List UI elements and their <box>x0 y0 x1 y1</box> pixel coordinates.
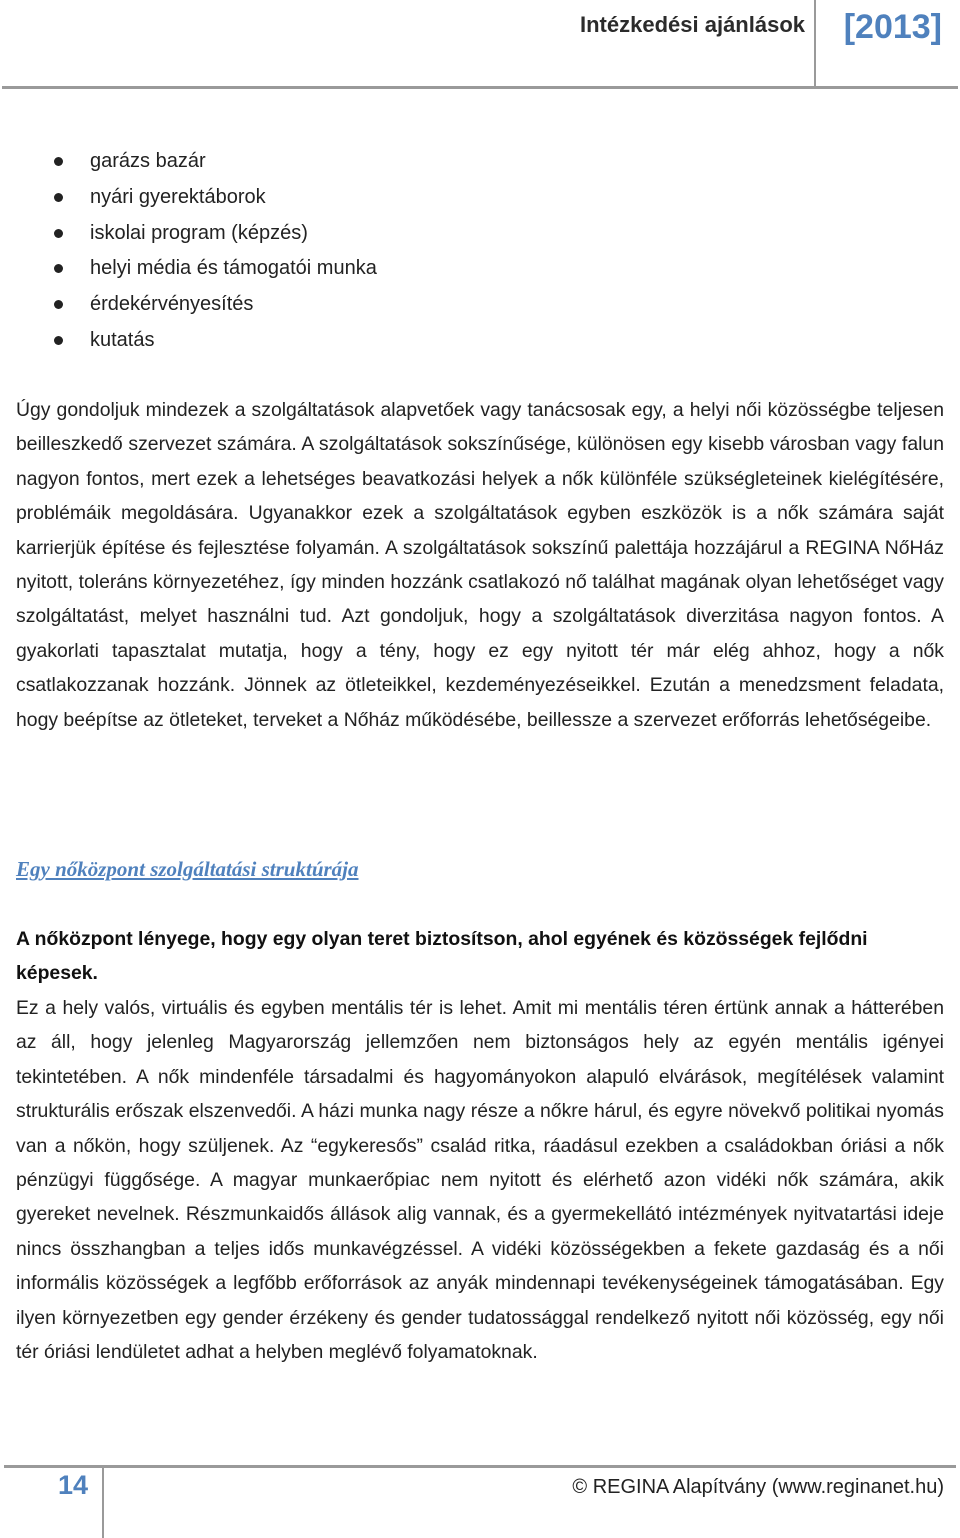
list-item-label: garázs bazár <box>90 150 206 172</box>
bullet-icon <box>54 229 63 238</box>
list-item <box>50 180 377 216</box>
list-item <box>50 323 377 359</box>
services-list <box>50 144 377 359</box>
bullet-icon <box>54 264 63 273</box>
header-year: [2013] <box>843 8 942 46</box>
list-item-label: kutatás <box>90 328 155 351</box>
header-divider <box>814 0 816 88</box>
list-item-label: érdekérvényesítés <box>90 293 254 316</box>
list-item <box>50 216 377 252</box>
section-heading: Egy nőközpont szolgáltatási struktúrája <box>16 857 359 881</box>
bullet-icon <box>54 193 63 202</box>
list-item-label: helyi média és támogatói munka <box>90 257 377 280</box>
bullet-icon <box>54 157 63 166</box>
footer-copyright: © REGINA Alapítvány (www.reginanet.hu) <box>572 1476 944 1498</box>
header-rule <box>2 86 958 89</box>
bullet-icon <box>54 336 63 345</box>
list-item <box>50 287 377 323</box>
body-paragraph: Úgy gondoljuk mindezek a szolgáltatások alapvetőek vagy tanácsosak egy, a helyi női közösségbe teljesen beilleszkedő szervezet számára. A szolgáltatások sokszínűsége, különösen egy kisebb városban vagy falun nagyon fontos, mert ezek a lehetséges beavatkozási helyek a nők különféle szükségleteinek kielégítésére, problémáik megoldására. Ugyanakkor ezek a szolgáltatások egyben eszközök is a nők számára saját karrierjük építése és fejlesztése folyamán. A szolgáltatások sokszínű palettája hozzájárul a REGINA NőHáz nyitott, toleráns környezetéhez, így minden hozzánk csatlakozó nő találhat magának olyan lehetőséget vagy szolgáltatást, melyet használni tud. Azt gondoljuk, hogy a szolgáltatások diverzitása nagyon fontos. A gyakorlati tapasztalat mutatja, hogy a tény, hogy ez egy nyitott tér már elég ahhoz, hogy a nők csatlakozzanak hozzánk. Jönnek az ötleteikkel, kezdeményezéseikkel. Ezután a menedzsment feladata, hogy beépítse az ötleteket, terveket a Nőház működésébe, beillessze a szervezet erőforrás lehetőségeibe. <box>16 399 944 731</box>
list-item-label: nyári gyerektáborok <box>90 185 266 208</box>
list-item-label: iskolai program (képzés) <box>90 221 308 244</box>
footer-divider <box>102 1465 104 1538</box>
bullet-icon <box>54 300 63 309</box>
list-item <box>50 251 377 287</box>
footer-rule <box>4 1465 956 1468</box>
page-number: 14 <box>58 1470 89 1500</box>
header-title: Intézkedési ajánlások <box>580 12 805 37</box>
section-lead: A nőközpont lényege, hogy egy olyan teret biztosítson, ahol egyének és közösségek fejlődni képesek. <box>16 928 868 985</box>
list-item <box>50 144 377 180</box>
section-paragraph: Ez a hely valós, virtuális és egyben mentális tér is lehet. Amit mi mentális téren értünk annak a hátterében az áll, hogy jelenleg Magyarország jellemzően nem biztonságos hely az egyén mentális igényei tekintetében. A nők mindenféle társadalmi és hagyományokon alapuló elvárások, megítélések valamint strukturális erőszak elszenvedői. A házi munka nagy része a nőkre hárul, és egyre növekvő politikai nyomás van a nőkön, hogy szüljenek. Az “egykeresős” család ritka, ráadásul ezekben a családokban óriási a nők pénzügyi függősége. A magyar munkaerőpiac nem nyitott és elérhető azon vidéki nők számára, akik gyereket nevelnek. Részmunkaidős állások alig vannak, és a gyermekellátó intézmények nyitvatartási ideje nincs összhangban a teljes idős munkavégzéssel. A vidéki közösségekben a fekete gazdaság és a női informális közösségek a legfőbb erőforrások az anyák mindennapi tevékenységeinek támogatásában. Egy ilyen környezetben egy gender érzékeny és gender tudatossággal rendelkező nyitott női közösség, egy női tér óriási lendületet adhat a helyben meglévő folyamatoknak. <box>16 997 944 1364</box>
